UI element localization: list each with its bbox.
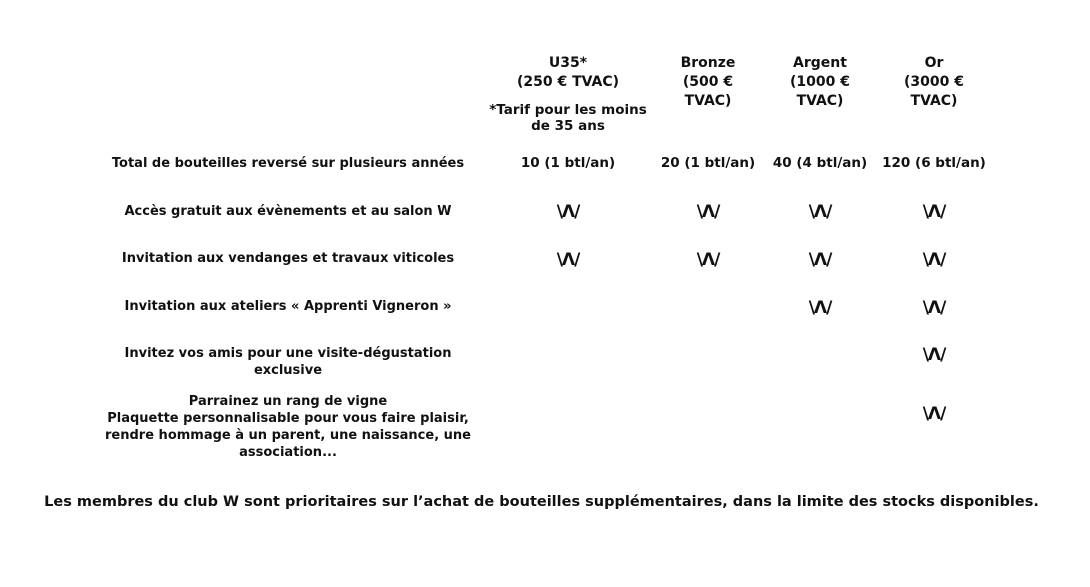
w-logo-icon: \Λ/ (922, 202, 946, 222)
header-or-price-line1: (3000 € (904, 74, 964, 90)
cell-bottles-or: 120 (6 btl/an) (882, 155, 986, 171)
w-logo-icon: \Λ/ (922, 250, 946, 270)
w-logo-icon: \Λ/ (696, 202, 720, 222)
w-logo-icon: \Λ/ (808, 298, 832, 318)
w-logo-icon: \Λ/ (922, 345, 946, 365)
cell-bottles-u35: 10 (1 btl/an) (520, 155, 616, 171)
row-label-events: Accès gratuit aux évènements et au salon W (124, 204, 452, 219)
header-u35-name: U35* (548, 55, 588, 71)
header-argent-name: Argent (793, 55, 847, 71)
header-or-price-line2: TVAC) (910, 93, 958, 109)
header-bronze-price-line1: (500 € (682, 74, 734, 90)
w-logo-icon: \Λ/ (808, 250, 832, 270)
vine-sponsorship-desc-line1: Plaquette personnalisable pour vous faire plaisir, (107, 411, 469, 426)
row-label-workshops: Invitation aux ateliers « Apprenti Vigneron » (124, 299, 452, 314)
header-bronze-price-line2: TVAC) (684, 93, 732, 109)
vine-sponsorship-desc-line3: association... (239, 445, 337, 460)
vine-sponsorship-desc-line2: rendre hommage à un parent, une naissance, une (105, 428, 471, 443)
cell-bottles-argent: 40 (4 btl/an) (772, 155, 868, 171)
header-or-name: Or (924, 55, 944, 71)
row-label-friends: Invitez vos amis pour une visite-dégustation exclusive (124, 346, 452, 378)
w-logo-icon: \Λ/ (922, 298, 946, 318)
header-u35 (488, 54, 648, 134)
header-argent-price-line1: (1000 € (790, 74, 850, 90)
w-logo-icon: \Λ/ (696, 250, 720, 270)
header-u35-price: (250 € TVAC) (516, 74, 620, 90)
w-logo-icon: \Λ/ (556, 202, 580, 222)
header-argent-price-line2: TVAC) (796, 93, 844, 109)
w-logo-icon: \Λ/ (808, 202, 832, 222)
row-label-bottles: Total de bouteilles reversé sur plusieurs années (111, 156, 465, 171)
header-bronze-name: Bronze (680, 55, 736, 71)
header-bronze (663, 54, 753, 111)
footer-note: Les membres du club W sont prioritaires sur l’achat de bouteilles supplémentaires, dans la limite des stocks disponibles. (44, 494, 1039, 510)
header-argent (775, 54, 865, 111)
row-label-vine-sponsorship (90, 393, 486, 461)
row-label-harvest: Invitation aux vendanges et travaux viticoles (121, 251, 455, 266)
header-or (889, 54, 979, 111)
vine-sponsorship-title: Parrainez un rang de vigne (188, 394, 388, 409)
cell-bottles-bronze: 20 (1 btl/an) (660, 155, 756, 171)
w-logo-icon: \Λ/ (922, 404, 946, 424)
w-logo-icon: \Λ/ (556, 250, 580, 270)
header-u35-note: *Tarif pour les moins de 35 ans (489, 102, 647, 134)
